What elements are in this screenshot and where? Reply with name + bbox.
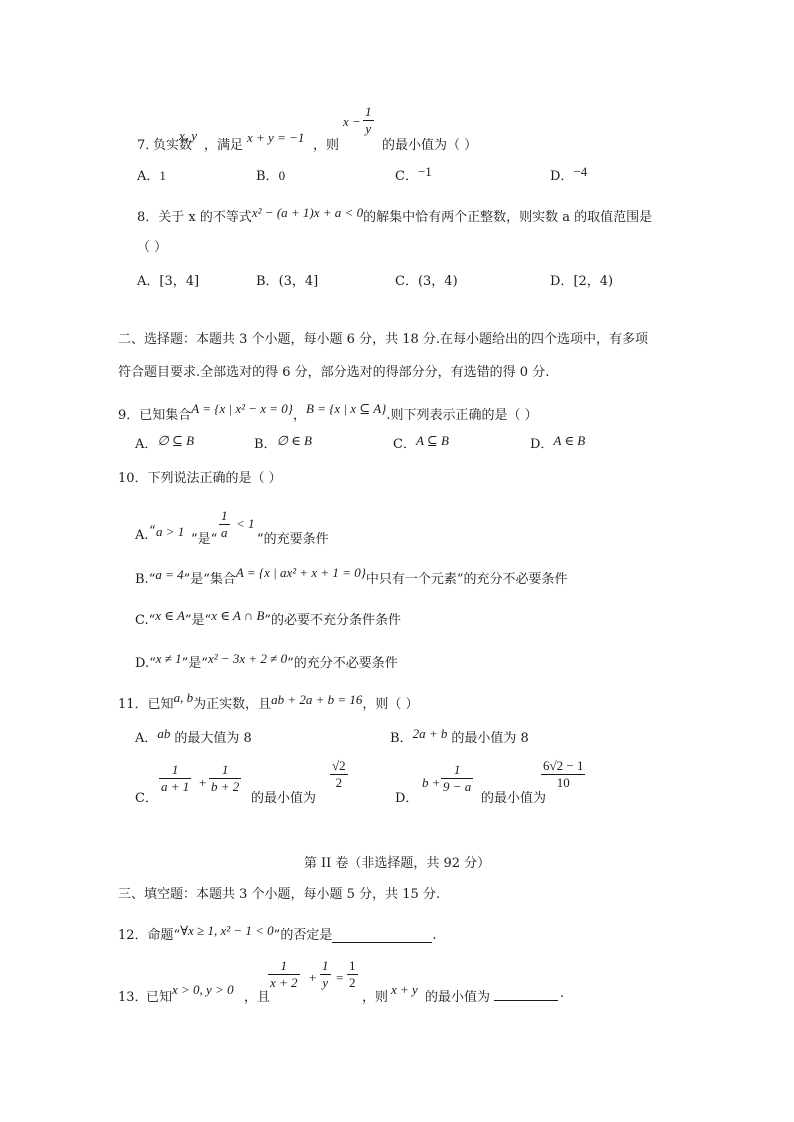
option-label: C． [395,274,418,289]
q8-option-d[interactable] [550,270,613,289]
q9-option-c[interactable] [393,433,449,452]
option-value: −4 [573,164,588,179]
q7-number: 7． [137,138,159,153]
option-value: −1 [417,164,432,179]
q13-end: . [560,986,565,1001]
q7-frac-den: y [365,121,372,136]
q7-expr-lead: x − [343,114,361,129]
q10d-tail: ”的充分不必要条件 [287,656,398,671]
q11-option-a[interactable] [135,727,252,746]
q11c-fraction-1 [159,762,191,795]
frac-den: 2 [349,975,356,990]
frac-den: 10 [556,775,570,790]
option-label: C. [135,613,149,628]
section-2-line1: 二、选择题：本题共 3 个小题，每小题 6 分，共 18 分.在每小题给出的四个选项中，有多项 [118,332,649,347]
q9-set-a: A = {x | x² − x = 0} [191,401,293,416]
q9-option-d[interactable] [530,433,585,452]
section-3-heading: 三、填空题：本题共 3 个小题，每小题 5 分，共 15 分. [118,887,441,902]
option-label: B． [254,437,277,452]
q11-cond: ab + 2a + b = 16 [271,692,363,707]
q11a-expr: ab [157,726,171,741]
q10b-set: A = {x | ax² + x + 1 = 0} [235,565,366,580]
q13-equals: = [336,970,344,985]
q8-option-a[interactable] [137,270,199,289]
q11-tail: ，则（ ） [362,697,419,712]
q13-cond: x > 0, y > 0 [172,982,234,997]
section-2-line2: 符合题目要求.全部选对的得 6 分，部分选对的得部分分，有选错的得 0 分. [118,365,550,380]
frac-den: y [322,975,329,990]
frac-den: 9 − a [443,779,472,794]
frac-num: 1 [221,508,228,523]
q11d-lead: b + [422,775,441,790]
frac-num: 1 [453,762,461,777]
q10-prefix: 下列说法正确的是（ ） [147,471,282,486]
q10d-cond: x ≠ 1 [155,651,182,666]
frac-den: a [221,525,228,540]
q7-option-b[interactable] [256,165,285,184]
q10c-cond2: x ∈ A ∩ B [211,608,265,623]
q7-option-a[interactable] [137,165,166,184]
q11c-plus: + [199,775,207,790]
q13-mid: ，且 [244,990,271,1005]
open-quote: “ [149,656,156,671]
q7-prefix: 负实数 [153,138,193,153]
q7-then: ，则 [313,138,340,153]
option-value: 1 [159,168,166,183]
option-label: D． [395,791,419,806]
section-2-heading [118,327,648,386]
q13-number: 13． [118,990,148,1005]
q8-tail: 的解集中恰有两个正整数，则实数 a 的取值范围是 [363,210,653,225]
q11d-fraction [441,762,473,795]
option-label: C． [393,437,416,452]
q9-option-a[interactable] [135,433,194,452]
option-label: D． [550,169,574,184]
q7-frac-num: 1 [365,104,372,119]
q11b-expr: 2a + b [412,726,448,741]
option-label: A． [137,169,160,184]
q11d-text: 的最小值为 [481,791,547,806]
option-value: A ⊆ B [415,433,449,448]
q11-prefix: 已知 [147,697,174,712]
open-quote: “ [149,524,156,539]
open-quote: “ [148,613,156,628]
frac-num: 1 [322,958,329,973]
q8-option-c[interactable] [395,270,458,289]
q12-number: 12． [118,928,148,943]
frac-num: 1 [171,762,179,777]
q10d-mid: ”是“ [181,656,208,671]
q10d-cond2: x² − 3x + 2 ≠ 0 [207,651,288,666]
q10a-cond: a > 1 [156,524,185,539]
frac-num: 1 [221,762,229,777]
frac-den: x + 2 [270,975,298,990]
frac-den: 2 [335,775,343,790]
q8-option-b[interactable] [256,270,318,289]
q13-prefix: 已知 [146,990,173,1005]
q11-vars: a, b [173,690,194,705]
q8-prefix: 关于 x 的不等式 [158,210,252,225]
open-quote: “ [148,572,156,587]
q9-comma: ， [293,408,307,423]
q10c-tail: ”的必要不充分条件条件 [264,613,402,628]
q13-plus: + [309,970,317,985]
q10b-cond: a = 4 [155,567,184,582]
q10c-cond: x ∈ A [155,608,185,623]
q10a-fraction [219,508,230,541]
part-2-title: 第 II 卷（非选择题，共 92 分） [303,856,491,871]
q11c-fraction-2 [209,762,241,795]
q13-expr: x + y [391,982,418,997]
q8-paren: （ ） [137,240,168,255]
q8-inequality: x² − (a + 1)x + a < 0 [251,205,364,220]
q10-number: 10． [118,471,148,486]
q12-proposition: ∀x ≥ 1, x² − 1 < 0 [180,923,274,938]
option-label: D． [530,437,554,452]
q7-tail: 的最小值为（ ） [382,138,478,153]
question-12 [118,924,436,943]
option-label: D． [550,274,574,289]
frac-num: 1 [280,958,288,973]
option-value: [2，4) [573,274,614,289]
q13-fraction-3 [347,958,358,991]
option-value: (3，4] [278,274,319,289]
q9-set-b: B = {x | x ⊆ A} [306,401,387,416]
question-10 [118,467,282,486]
q11-option-b[interactable] [390,727,529,746]
q10a-mid: ”是“ [191,532,218,547]
q10-option-c[interactable] [135,609,401,628]
q9-number: 9． [118,408,140,423]
q11b-text: 的最小值为 8 [451,731,529,746]
q9-tail: .则下列表示正确的是（ ） [386,408,538,423]
question-9 [118,401,538,423]
q10a-tail: ”的充要条件 [257,532,329,547]
q10b-mid: ”是“集合 [183,572,236,587]
q10-option-b[interactable] [135,565,568,587]
option-label: B． [256,169,279,184]
q10a-rhs: < 1 [236,516,255,531]
q7-option-d[interactable] [550,165,587,184]
option-label: B. [135,572,149,587]
q7-vars: x, y [179,128,198,143]
q11-mid: 为正实数，且 [193,697,272,712]
option-label: D. [135,656,150,671]
option-label: A． [135,437,158,452]
q10c-mid: ”是“ [184,613,212,628]
option-value: A ∈ B [553,433,586,448]
q7-cond: x + y = −1 [247,130,305,145]
q11a-text: 的最大值为 8 [174,731,252,746]
option-label: A． [135,731,158,746]
frac-num: √2 [332,758,346,773]
frac-den: a + 1 [161,779,190,794]
option-value: ∅ ⊆ B [157,433,195,448]
q11-number: 11． [118,697,148,712]
option-label: B． [256,274,279,289]
option-label: C． [135,791,158,806]
q13-answer-blank[interactable] [494,986,558,1001]
q12-tail: ”的否定是 [273,928,333,943]
frac-den: b + 2 [211,779,240,794]
q11c-text: 的最小值为 [251,791,317,806]
q12-answer-blank[interactable] [332,928,432,943]
question-8 [137,206,652,225]
q8-number: 8． [137,210,159,225]
q10b-tail: 中只有一个元素”的充分不必要条件 [365,572,568,587]
q12-prefix: 命题“ [147,928,181,943]
q13-tail: 的最小值为 [425,990,491,1005]
option-label: C． [395,169,418,184]
q7-mid: ，满足 [204,138,244,153]
option-value: 0 [278,168,286,183]
q9-option-b[interactable] [254,433,312,452]
option-label: B． [390,731,413,746]
option-label: A. [135,528,149,543]
option-value: ∅ ∈ B [276,433,312,448]
q7-option-c[interactable] [395,165,432,184]
frac-num: 6√2 − 1 [543,758,584,773]
q11d-answer-fraction [541,758,585,791]
q12-end: . [432,928,437,943]
q13-fraction-1 [268,958,300,991]
q13-then: ，则 [362,990,389,1005]
q9-prefix: 已知集合 [139,408,192,423]
option-value: (3，4) [417,274,458,289]
q10-option-d[interactable] [135,652,398,671]
question-11 [118,690,419,712]
q11c-answer-fraction [330,758,348,791]
q13-fraction-2 [320,958,331,991]
option-value: [3，4] [159,274,200,289]
frac-num: 1 [349,958,356,973]
option-label: A． [137,274,160,289]
q7-fraction [363,104,374,137]
